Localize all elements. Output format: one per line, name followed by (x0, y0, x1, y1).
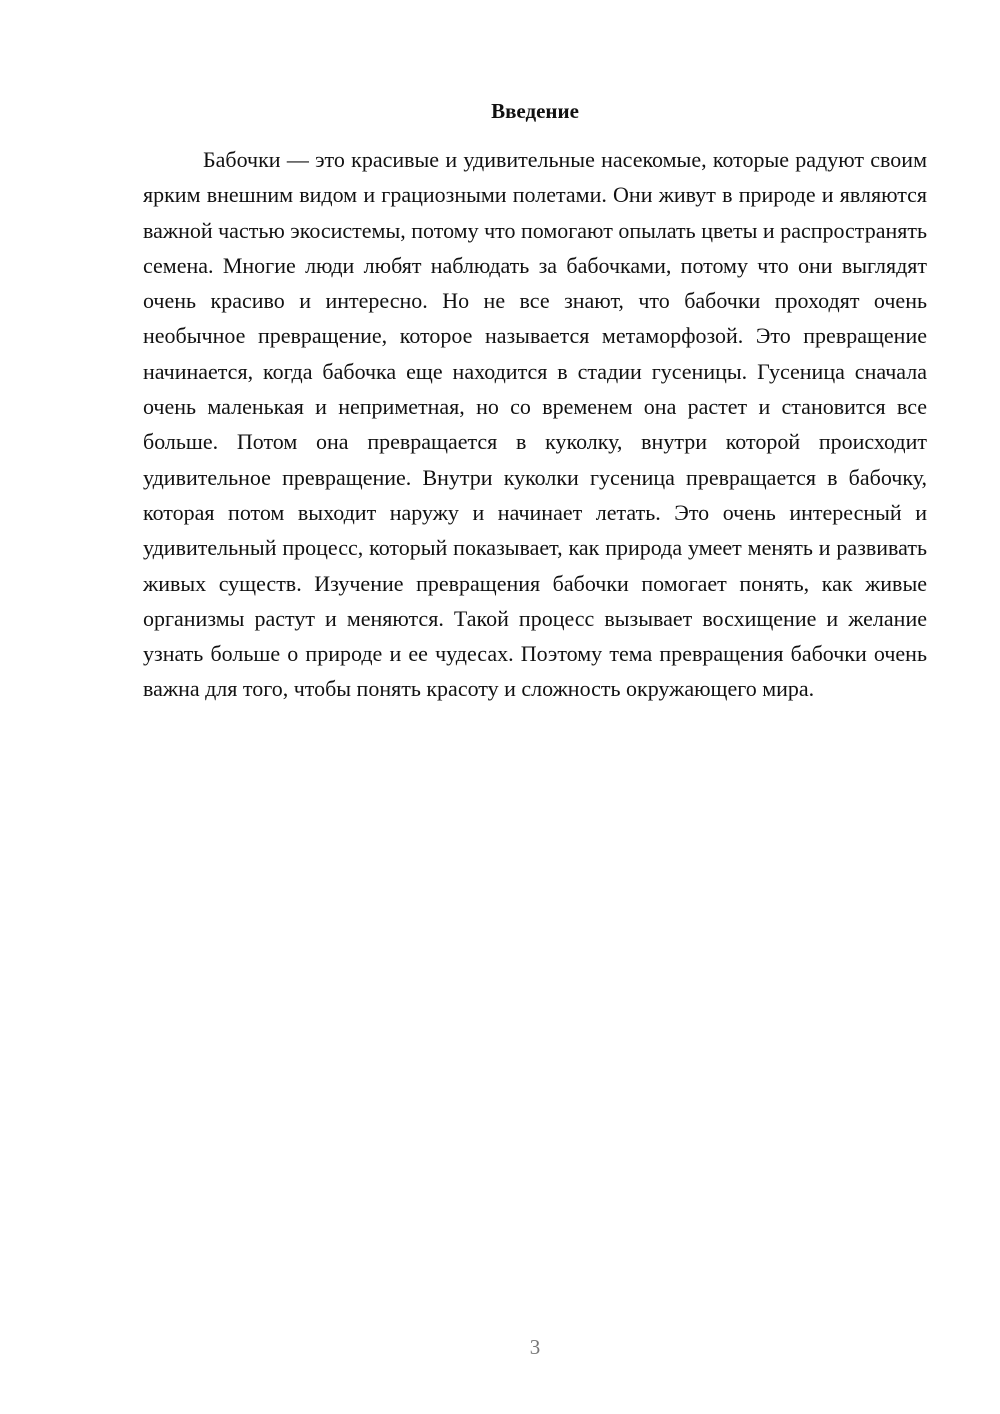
page-number: 3 (529, 1335, 541, 1359)
section-title: Введение (491, 99, 579, 123)
body-paragraph: Бабочки — это красивые и удивительные насекомые, которые радуют своим ярким внешним видом и грациозными полетами. Они живут в природе и являются важной частью экосистемы, потому что помогают опылать цветы и распространять семена. Многие люди любят наблюдать за бабочками, потому что они выглядят очень красиво и интересно. Но не все знают, что бабочки проходят очень необычное превращение, которое называется метаморфозой. Это превращение начинается, когда бабочка еще находится в стадии гусеницы. Гусеница сначала очень маленькая и неприметная, но со временем она растет и становится все больше. Потом она превращается в куколку, внутри которой происходит удивительное превращение. Внутри куколки гусеница превращается в бабочку, которая потом выходит наружу и начинает летать. Это очень интересный и удивительный процесс, который показывает, как природа умеет менять и развивать живых существ. Изучение превращения бабочки помогает понять, как живые организмы растут и меняются. Такой процесс вызывает восхищение и желание узнать больше о природе и ее чудесах. Поэтому тема превращения бабочки очень важна для того, чтобы понять красоту и сложность окружающего мира. (143, 147, 927, 702)
